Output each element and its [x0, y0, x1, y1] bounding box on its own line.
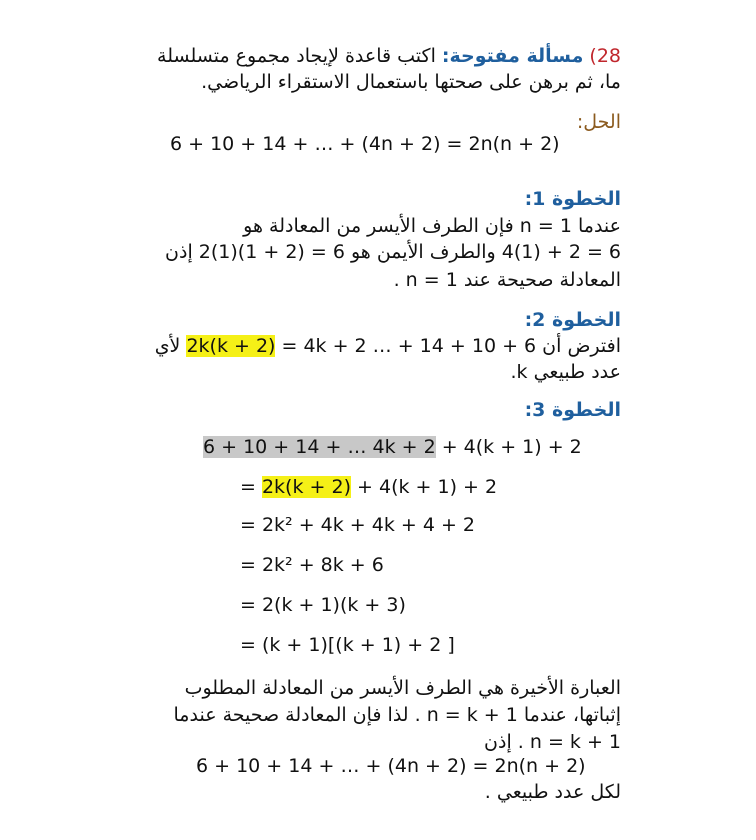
step2-title: الخطوة 2:	[524, 309, 621, 331]
conclusion-line1: العبارة الأخيرة هي الطرف الأيسر من المعادلة المطلوب	[184, 677, 621, 699]
solution-formula: 6 + 10 + 14 + … + (4n + 2) = 2n(n + 2)	[170, 133, 560, 155]
step3-row6: = (k + 1)[(k + 1) + 2 ]	[240, 634, 455, 656]
problem-text-line1: اكتب قاعدة لإيجاد مجموع متسلسلة	[157, 45, 436, 67]
problem-text-line2: ما، ثم برهن على صحتها باستعمال الاستقراء الرياضي.	[201, 71, 621, 93]
step2-highlight: 2k(k + 2)	[186, 335, 276, 357]
conclusion-formula: 6 + 10 + 14 + … + (4n + 2) = 2n(n + 2)	[196, 755, 586, 777]
step3-title: الخطوة 3:	[524, 399, 621, 421]
step1-line2: 6 = 2 + (1)4 والطرف الأيمن هو 6 = (2 + 1)(1)2 إذن	[165, 241, 621, 263]
conclusion-line4: لكل عدد طبيعي .	[484, 781, 621, 803]
step3-row2-highlight: 2k(k + 2)	[261, 476, 351, 498]
step3-row1-gray: 6 + 10 + 14 + … 4k + 2	[203, 436, 436, 458]
problem-number: 28)	[589, 45, 621, 67]
step3-row3: = 2k² + 4k + 4k + 4 + 2	[240, 514, 476, 536]
step3-row2	[240, 475, 497, 500]
step1-line3: المعادلة صحيحة عند n = 1 .	[393, 269, 621, 291]
step2-line2: عدد طبيعي k.	[510, 361, 621, 383]
step3-row5: = 2(k + 1)(k + 3)	[240, 594, 406, 616]
step1-title: الخطوة 1:	[524, 188, 621, 210]
step3-row4: = 2k² + 8k + 6	[240, 554, 384, 576]
conclusion-line3: n = k + 1 . إذن	[484, 731, 621, 753]
solution-label: الحل:	[576, 111, 621, 133]
step3-row2-rest: + 4(k + 1) + 2	[357, 476, 498, 498]
step2-line1	[101, 334, 621, 359]
problem-statement	[101, 44, 621, 69]
step3-row2-eq: =	[240, 476, 256, 498]
step2-prefix: افترض أن	[542, 335, 621, 357]
step1-line1: عندما n = 1 فإن الطرف الأيسر من المعادلة هو	[243, 215, 621, 237]
step3-row1	[203, 435, 582, 460]
conclusion-line2: إثباتها، عندما n = k + 1 . لذا فإن المعادلة صحيحة عندما	[173, 704, 621, 726]
problem-label: مسألة مفتوحة:	[441, 45, 584, 67]
step3-row1-rest: + 4(k + 1) + 2	[441, 436, 582, 458]
step2-rest: = 4k + 2 … + 14 + 10 + 6 لأي	[154, 335, 537, 357]
